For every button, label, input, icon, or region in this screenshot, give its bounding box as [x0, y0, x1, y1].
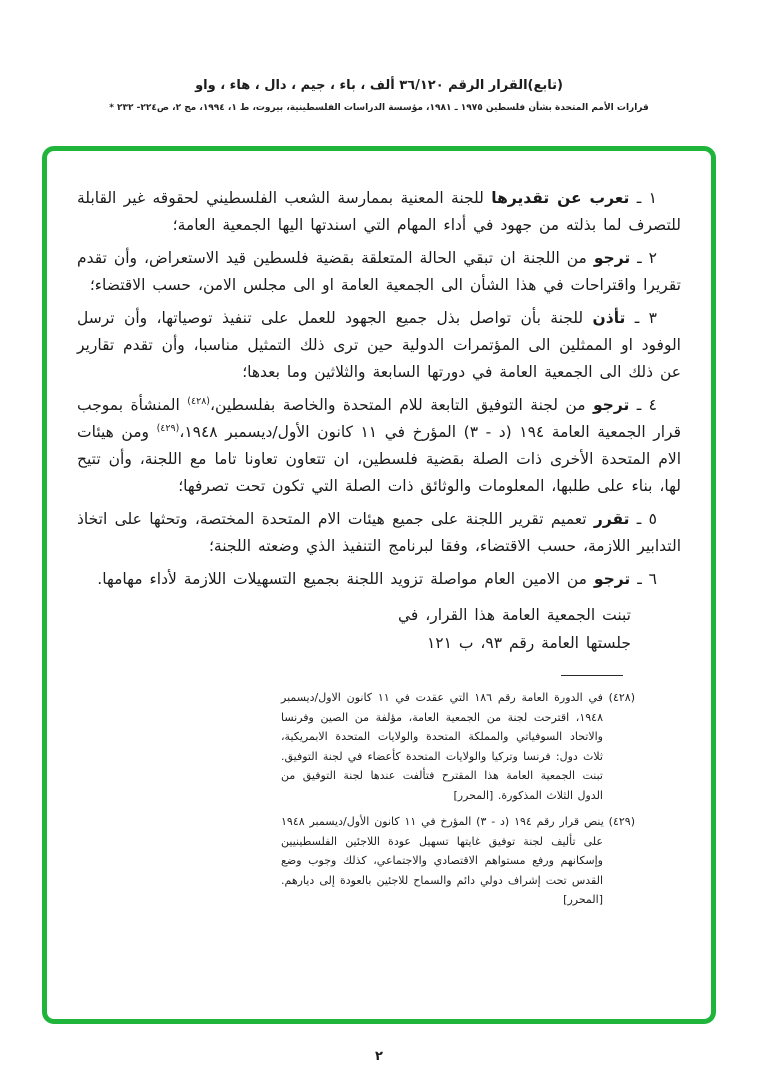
resolution-paragraph: ٥ ـ تقرر تعميم تقرير اللجنة على جميع هيئات الام المتحدة المختصة، وتحثها على اتخاذ التدابير اللازمة، حسب الاقتضاء، وفقا لبرنامج التنفيذ الذي وضعته اللجنة؛ — [77, 510, 681, 555]
footnote: (٤٢٨) في الدورة العامة رقم ١٨٦ التي عقدت في ١١ كانون الاول/ديسمبر ١٩٤٨، اقترحت لجنة من الجمعية العامة، مؤلفة من الصين وفرنسا والاتحاد السوفياتي والمملكة المتحدة والولايات المتحدة الابمريكية، ثلاث دول: فرنسا وتركيا والولايات المتحدة كأعضاء في لجنة التوفيق. تبنت الجمعية العامة هذا المقترح فتألفت عندها لجنة التوفيق من الدول الثلاث المذكورة. [المحرر] — [281, 691, 636, 802]
resolution-body — [77, 185, 681, 910]
paragraph-lead-phrase: ترجو — [592, 396, 630, 414]
resolution-paragraphs — [77, 185, 681, 593]
resolution-paragraph: ٢ ـ ترجو من اللجنة ان تبقي الحالة المتعلقة بقضية فلسطين قيد الاستعراض، وأن تقدم تقريرا واقتراحات في هذا الشأن الى الجمعية العامة او الى مجلس الامن، حسب الاقتضاء؛ — [77, 249, 681, 294]
resolution-paragraph: ١ ـ تعرب عن تقديرها للجنة المعنية بممارسة الشعب الفلسطيني لحقوقه غير القابلة للتصرف لما بذلته من جهود في أداء المهام التي اسندتها اليها الجمعية العامة؛ — [77, 189, 681, 234]
source-citation: قرارات الأمم المتحدة بشأن فلسطين ١٩٧٥ ـ ١٩٨١، مؤسسة الدراسات الفلسطينية، بيروت، ط ١، ١٩٩٤، مج ٢، ص٢٢٤- ٢٣٢ * — [109, 103, 649, 113]
paragraph-lead-phrase: تأذن — [592, 309, 626, 327]
resolution-paragraph: ٤ ـ ترجو من لجنة التوفيق التابعة للام المتحدة والخاصة بفلسطين،$^{(٤٢٨)}$ المنشأة بموجب قرار الجمعية العامة ١٩٤ (د - ٣) المؤرخ في ١١ كانون الأول/ديسمبر ١٩٤٨،$^{(٤٢٩)}$ ومن هيئات الام المتحدة الأخرى ذات الصلة بقضية فلسطين، ان تتعاون تعاونا تاما مع اللجنة، وأن تتيح لها، بناء على طلبها، المعلومات والوثائق ذات الصلة التي تكون تحت تصرفها؛ — [77, 395, 681, 495]
footnote: (٤٢٩) ينص قرار رقم ١٩٤ (د - ٣) المؤرخ في ١١ كانون الأول/ديسمبر ١٩٤٨ على تأليف لجنة توفيق غايتها تسهيل عودة اللاجئين الفلسطينيين وإسكانهم ورفع مستواهم الاقتصادي والاجتماعي، كذلك وجوب وضع القدس تحت إشراف دولي دائم والسماح للاجئين بالعودة إلى ديارهم. [المحرر] — [281, 815, 635, 906]
footnote-label: (٤٢٩) — [603, 815, 635, 828]
page-number: ٢ — [375, 1049, 383, 1064]
paragraph-lead-phrase: ترجو — [593, 249, 631, 267]
paragraph-lead-phrase: ترجو — [593, 570, 631, 588]
footnote-separator — [561, 675, 623, 676]
adoption-line: تبنت الجمعية العامة هذا القرار، في — [398, 606, 631, 624]
adoption-line: جلستها العامة رقم ٩٣، ب ١٢١ — [426, 634, 631, 652]
resolution-title: (تابع)القرار الرقم ٣٦/١٢٠ ألف ، باء ، جيم ، دال ، هاء ، واو — [195, 78, 563, 93]
paragraph-lead-phrase: تعرب عن تقديرها — [491, 189, 630, 207]
resolution-paragraph: ٣ ـ تأذن للجنة بأن تواصل بذل جميع الجهود للعمل على تنفيذ توصياتها، وأن ترسل الوفود او الممثلين الى المؤتمرات الدولية حين ترى ذلك التمثيل مناسبا، وأن تقدم تقارير عن ذلك الى الجمعية العامة في دورتها السابعة والثلاثين وما بعدها؛ — [77, 309, 681, 381]
footnote-marker: (٤٢٨) — [187, 395, 211, 407]
footnotes-list — [281, 688, 635, 910]
paragraph-lead-phrase: تقرر — [593, 510, 630, 528]
document-header — [0, 78, 758, 113]
footnote-label: (٤٢٨) — [602, 691, 636, 704]
resolution-paragraph: ٦ ـ ترجو من الامين العام مواصلة تزويد اللجنة بجميع التسهيلات اللازمة لأداء مهامها. — [97, 570, 657, 588]
highlight-border-box — [42, 146, 716, 1024]
footnote-marker: (٤٢٩) — [156, 422, 180, 434]
adoption-statement — [77, 601, 631, 657]
